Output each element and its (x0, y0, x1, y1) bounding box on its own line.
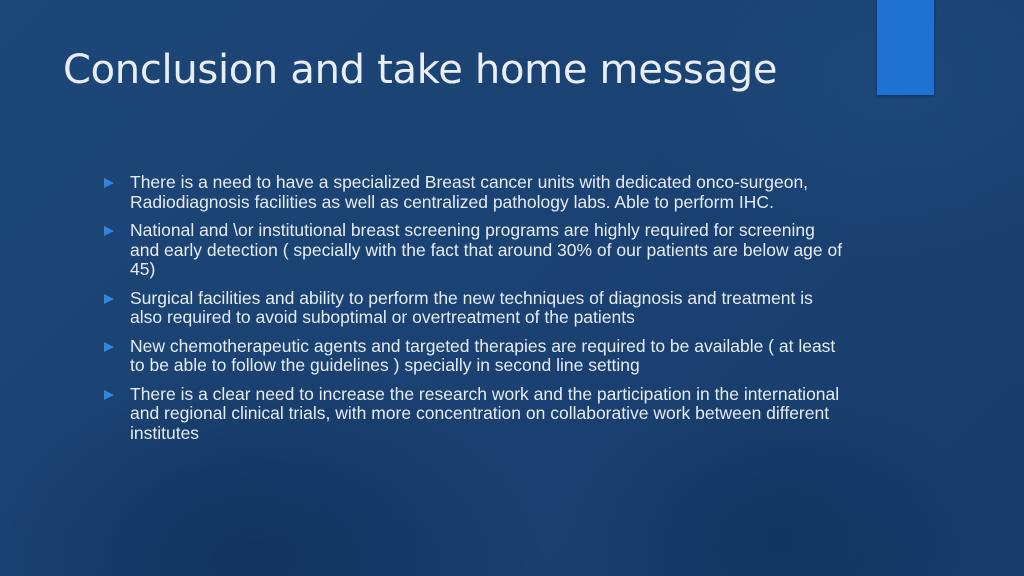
arrow-right-icon (104, 226, 114, 236)
bullet-text: Surgical facilities and ability to perform the new techniques of diagnosis and treatment is also required to avoid suboptimal or overtreatment of the patients (130, 287, 813, 327)
arrow-right-icon (104, 178, 114, 188)
bullet-list (104, 173, 844, 452)
arrow-right-icon (104, 294, 114, 304)
bullet-item (104, 337, 844, 376)
bullet-item (104, 289, 844, 328)
bullet-text: There is a need to have a specialized Breast cancer units with dedicated onco-surgeon, Radiodiagnosis facilities as well as centralized pathology labs. Able to perform IHC. (130, 172, 809, 212)
bullet-item (104, 385, 844, 444)
bullet-item (104, 221, 844, 280)
bullet-text: New chemotherapeutic agents and targeted therapies are required to be available ( at least to be able to follow the guidelines ) specially in second line setting (130, 335, 836, 375)
slide-title: Conclusion and take home message (63, 47, 778, 93)
arrow-right-icon (104, 390, 114, 400)
bullet-text: There is a clear need to increase the research work and the participation in the international and regional clinical trials, with more concentration on collaborative work between different institutes (130, 383, 840, 443)
accent-bar (877, 0, 934, 95)
bullet-text: National and \or institutional breast screening programs are highly required for screening and early detection ( specially with the fact that around 30% of our patients are below age of 45) (130, 220, 843, 279)
arrow-right-icon (104, 342, 114, 352)
bullet-item (104, 173, 844, 212)
